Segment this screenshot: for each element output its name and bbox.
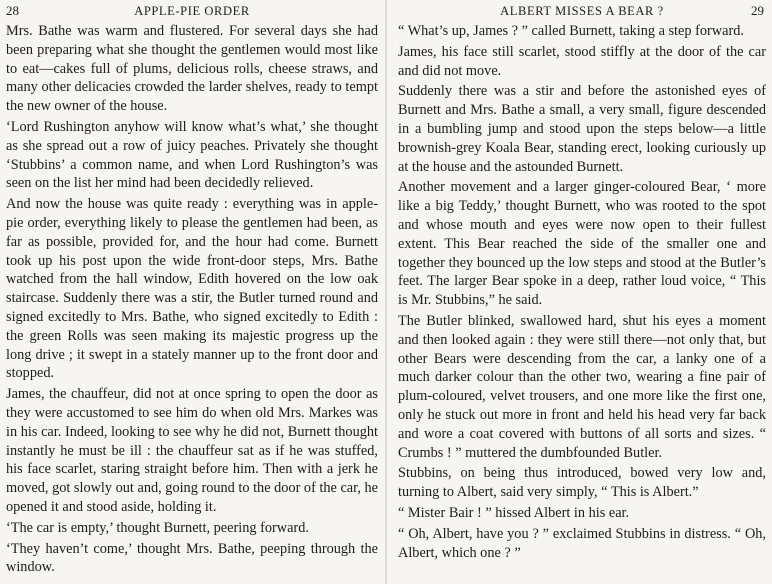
paragraph: ‘The car is empty,’ thought Burnett, peering forward. (6, 519, 309, 536)
paragraph: “ Mister Bair ! ” hissed Albert in his ear. (398, 504, 630, 521)
left-page-header (6, 0, 378, 22)
paragraph: Another movement and a larger ginger-coloured Bear, ‘ more like a big Teddy,’ thought Burnett, who was rooted to the spot and whose mouth and eyes were now open to their fullest extent. This Bear reached the side of the smaller one and together they bounced up the low steps and stood at the Butler’s feet. The larger Bear spoke in a deep, rather loud voice, “ This is Mr. Stubbins,” he said. (398, 179, 766, 309)
paragraph: Stubbins, on being thus introduced, bowed very low and, turning to Albert, said very simply, “ This is Albert.” (398, 465, 766, 501)
paragraph: James, the chauffeur, did not at once spring to open the door as they were accustomed to see him do when old Mrs. Markes was in his car. Indeed, looking to see why he did not, Burnett thought instantly he must be ill : the chauffeur sat as if he was stuffed, his face scarlet, staring straight before him. Then with a jerk he moved, got slowly out and, going round to the door of the car, he opened it and stood aside, holding it. (6, 386, 378, 515)
paragraph: “ What’s up, James ? ” called Burnett, taking a step forward. (398, 23, 744, 39)
page-number: 28 (6, 3, 19, 18)
paragraph: ‘Lord Rushington anyhow will know what’s what,’ she thought as she spread out a row of juicy peaches. Privately she thought ‘Stubbins’ a common name, and when Lord Rushington’s was seen on the list her mind had been decidedly relieved. (6, 118, 378, 192)
paragraph: Suddenly there was a stir and before the astonished eyes of Burnett and Mrs. Bathe a small, a very small, figure descended in a bumbling jump and stood upon the steps below—a little brownish-grey Koala Bear, standing erect, looking curiously up at the house and the astounded Burnett. (398, 83, 766, 175)
left-page-body (6, 22, 378, 577)
paragraph: The Butler blinked, swallowed hard, shut his eyes a moment and then looked again : they were still there—not only that, but other Bears were descending from the car, a lanky one of a much darker colour than the other two, wearing a fine pair of plum-coloured, velvet trousers, and one more like the first one, only he stuck out more in front and held his head very far back and wore a coat covered with buttons of all sorts and sizes. “ Crumbs ! ” muttered the dumbfounded Butler. (398, 312, 766, 461)
paragraph: Mrs. Bathe was warm and flustered. For several days she had been preparing what she thought the gentlemen would most like to eat—cakes full of plums, delicious rolls, cheese straws, and many other delicacies crowded the larder shelves, ready to tempt the new owner of the house. (6, 23, 378, 115)
right-page-body (398, 22, 766, 562)
right-page (386, 0, 772, 584)
paragraph: And now the house was quite ready : everything was in apple-pie order, everything likely to please the gentlemen had been, as far as possible, provided for, and the hour had come. Burnett took up his post upon the wide front-door steps, Mrs. Bathe watched from the hall window, Edith hovered on the low oak staircase. Suddenly there was a stir, the Butler turned round and signed excitedly to Mrs. Bathe, who signed excitedly to Edith : the green Rolls was seen making its majestic progress up the long drive ; it swept in a stately manner up to the front door and stopped. (6, 196, 378, 382)
paragraph: “ Oh, Albert, have you ? ” exclaimed Stubbins in distress. “ Oh, Albert, which one ? ” (398, 525, 766, 561)
paragraph: James, his face still scarlet, stood stiffly at the door of the car and did not move. (398, 43, 766, 79)
running-head: ALBERT MISSES A BEAR ? (500, 4, 664, 18)
right-page-header (398, 0, 766, 22)
page-number: 29 (751, 3, 764, 18)
running-head: APPLE-PIE ORDER (134, 4, 250, 18)
paragraph: ‘They haven’t come,’ thought Mrs. Bathe, peeping through the window. (6, 540, 378, 576)
